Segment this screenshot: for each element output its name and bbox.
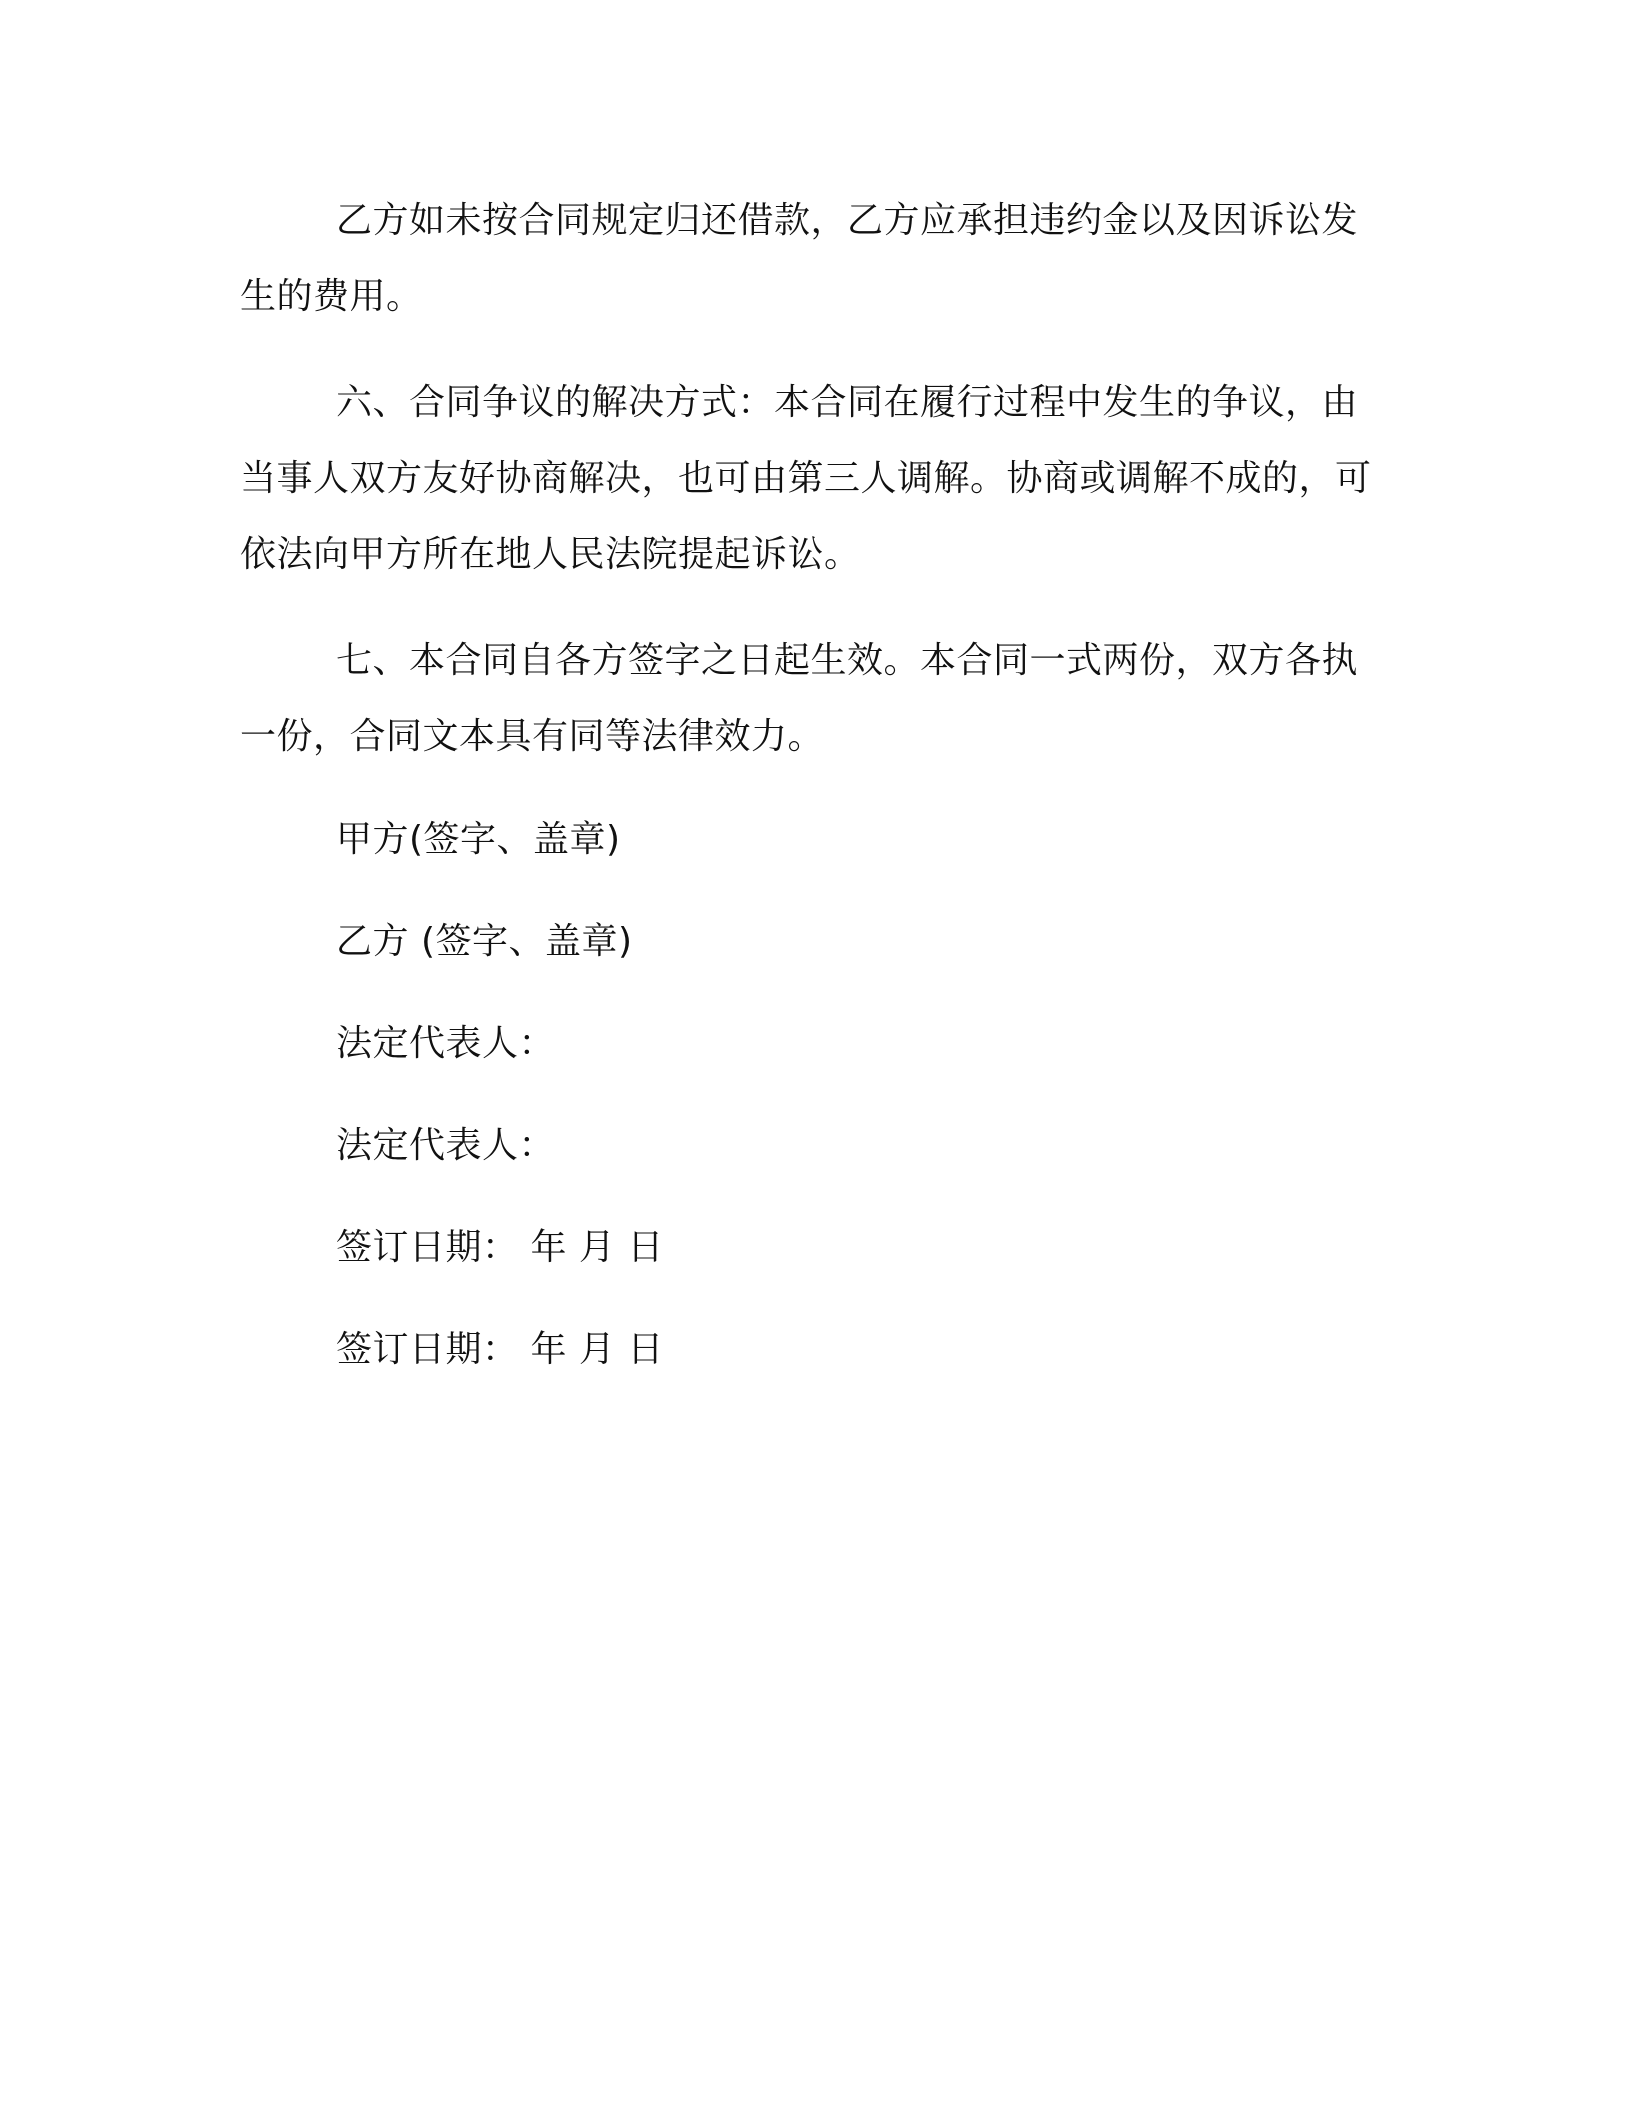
legal-representative-line-a: 法定代表人： xyxy=(336,1023,556,1064)
party-a-signature-line: 甲方(签字、盖章) xyxy=(336,819,621,860)
paragraph-effectiveness: 七、本合同自各方签字之日起生效。本合同一式两份，双方各执一份，合同文本具有同等法律效力。 xyxy=(240,640,1359,757)
party-b-signature-line: 乙方 (签字、盖章) xyxy=(336,921,633,962)
paragraph-dispute-resolution: 六、合同争议的解决方式：本合同在履行过程中发生的争议，由当事人双方友好协商解决，也可由第三人调解。协商或调解不成的，可依法向甲方所在地人民法院提起诉讼。 xyxy=(240,382,1372,575)
legal-representative-line-b: 法定代表人： xyxy=(336,1125,556,1166)
paragraph-breach-clause: 乙方如未按合同规定归还借款，乙方应承担违约金以及因诉讼发生的费用。 xyxy=(240,200,1359,317)
document-body xyxy=(240,183,1376,1375)
signing-date-line-b: 签订日期： 年 月 日 xyxy=(336,1329,664,1370)
signing-date-line-a: 签订日期： 年 月 日 xyxy=(336,1227,664,1268)
